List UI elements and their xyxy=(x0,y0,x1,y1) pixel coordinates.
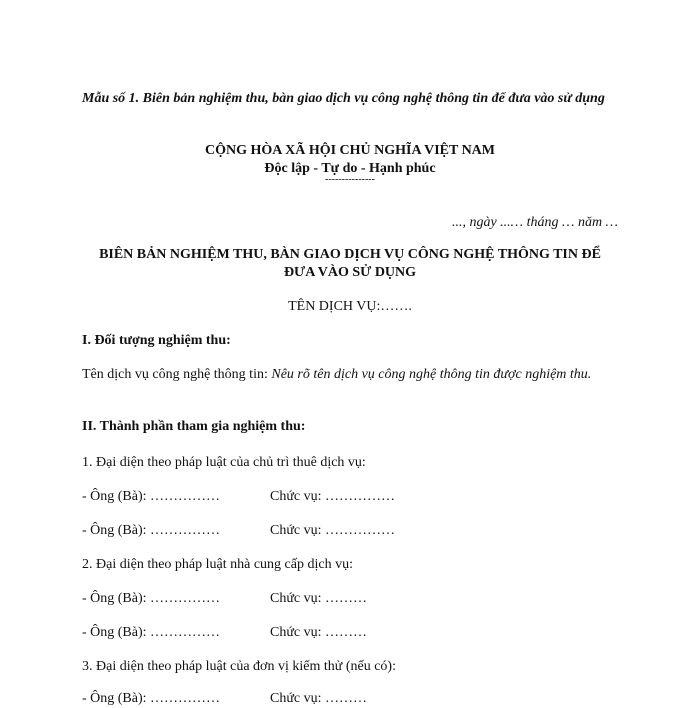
service-name-line: TÊN DỊCH VỤ:……. xyxy=(288,299,412,314)
group-1-position-2: Chức vụ: …………… xyxy=(270,523,396,538)
group-2-position-1: Chức vụ: ……… xyxy=(270,591,368,606)
header-divider: --------------- xyxy=(325,174,375,185)
section-1-heading: I. Đối tượng nghiệm thu: xyxy=(82,333,231,348)
group-1-person-2: - Ông (Bà): …………… xyxy=(82,523,221,538)
date-line: ..., ngày ...… tháng … năm … xyxy=(451,215,618,230)
document-title-line-2: ĐƯA VÀO SỬ DỤNG xyxy=(283,265,417,280)
group-2-position-2: Chức vụ: ……… xyxy=(270,625,368,640)
group-3-person-1: - Ông (Bà): …………… xyxy=(82,691,221,706)
group-2-person-1: - Ông (Bà): …………… xyxy=(82,591,221,606)
section-2-heading: II. Thành phần tham gia nghiệm thu: xyxy=(82,419,306,434)
country-header: CỘNG HÒA XÃ HỘI CHỦ NGHĨA VIỆT NAM xyxy=(204,143,495,158)
group-1-title: 1. Đại diện theo pháp luật của chủ trì thuê dịch vụ: xyxy=(82,455,366,470)
group-2-title: 2. Đại diện theo pháp luật nhà cung cấp dịch vụ: xyxy=(82,557,353,572)
group-1-person-1: - Ông (Bà): …………… xyxy=(82,489,221,504)
group-1-position-1: Chức vụ: …………… xyxy=(270,489,396,504)
template-caption: Mẫu số 1. Biên bản nghiệm thu, bàn giao dịch vụ công nghệ thông tin để đưa vào sử dụng xyxy=(82,91,605,106)
service-description-hint: Nêu rõ tên dịch vụ công nghệ thông tin được nghiệm thu. xyxy=(271,367,592,382)
service-description xyxy=(82,366,622,384)
document-title-line-1: BIÊN BẢN NGHIỆM THU, BÀN GIAO DỊCH VỤ CÔNG NGHỆ THÔNG TIN ĐỂ xyxy=(99,247,601,262)
group-2-person-2: - Ông (Bà): …………… xyxy=(82,625,221,640)
national-motto: Độc lập - Tự do - Hạnh phúc xyxy=(264,161,436,176)
group-3-position-1: Chức vụ: ……… xyxy=(270,691,368,706)
service-description-label: Tên dịch vụ công nghệ thông tin: xyxy=(82,367,272,382)
group-3-title: 3. Đại diện theo pháp luật của đơn vị kiểm thử (nếu có): xyxy=(82,659,396,674)
